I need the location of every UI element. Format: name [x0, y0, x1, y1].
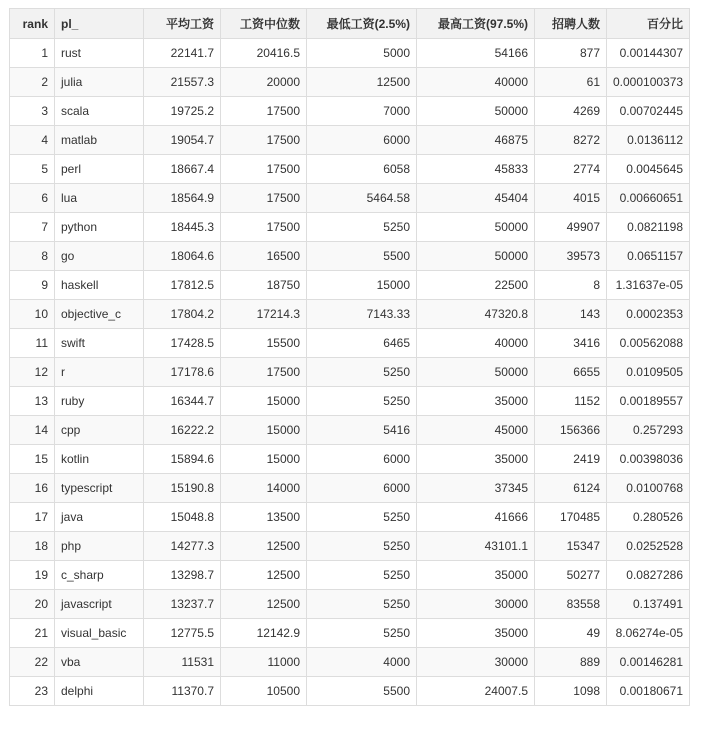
cell-avg-salary: 16344.7 — [144, 387, 221, 416]
cell-percentage: 0.137491 — [607, 590, 690, 619]
header-median-salary[interactable]: 工资中位数 — [221, 9, 307, 39]
cell-median-salary: 14000 — [221, 474, 307, 503]
cell-job-count: 8272 — [535, 126, 607, 155]
table-row — [10, 39, 690, 68]
cell-max-salary: 50000 — [417, 97, 535, 126]
cell-avg-salary: 11370.7 — [144, 677, 221, 706]
cell-avg-salary: 15894.6 — [144, 445, 221, 474]
cell-min-salary: 12500 — [307, 68, 417, 97]
cell-min-salary: 4000 — [307, 648, 417, 677]
table-row — [10, 155, 690, 184]
table-row — [10, 677, 690, 706]
cell-percentage: 0.0109505 — [607, 358, 690, 387]
cell-rank: 15 — [10, 445, 55, 474]
cell-min-salary: 6465 — [307, 329, 417, 358]
cell-rank: 19 — [10, 561, 55, 590]
cell-max-salary: 43101.1 — [417, 532, 535, 561]
cell-min-salary: 5250 — [307, 619, 417, 648]
cell-rank: 10 — [10, 300, 55, 329]
cell-percentage: 0.257293 — [607, 416, 690, 445]
header-pl[interactable]: pl_ — [55, 9, 144, 39]
cell-rank: 13 — [10, 387, 55, 416]
cell-percentage: 0.280526 — [607, 503, 690, 532]
cell-job-count: 61 — [535, 68, 607, 97]
table-row — [10, 126, 690, 155]
cell-percentage: 0.0002353 — [607, 300, 690, 329]
cell-percentage: 0.0045645 — [607, 155, 690, 184]
cell-min-salary: 5464.58 — [307, 184, 417, 213]
cell-avg-salary: 15048.8 — [144, 503, 221, 532]
table-row — [10, 329, 690, 358]
cell-avg-salary: 19725.2 — [144, 97, 221, 126]
cell-percentage: 1.31637e-05 — [607, 271, 690, 300]
table-row — [10, 271, 690, 300]
cell-median-salary: 10500 — [221, 677, 307, 706]
table-row — [10, 300, 690, 329]
cell-median-salary: 11000 — [221, 648, 307, 677]
cell-rank: 5 — [10, 155, 55, 184]
cell-median-salary: 12500 — [221, 590, 307, 619]
cell-percentage: 8.06274e-05 — [607, 619, 690, 648]
cell-median-salary: 12500 — [221, 561, 307, 590]
cell-median-salary: 15000 — [221, 445, 307, 474]
salary-table — [9, 8, 690, 706]
cell-pl: lua — [55, 184, 144, 213]
cell-pl: javascript — [55, 590, 144, 619]
cell-median-salary: 17500 — [221, 184, 307, 213]
cell-min-salary: 5250 — [307, 561, 417, 590]
table-row — [10, 242, 690, 271]
cell-rank: 12 — [10, 358, 55, 387]
cell-median-salary: 12500 — [221, 532, 307, 561]
cell-job-count: 6124 — [535, 474, 607, 503]
cell-median-salary: 16500 — [221, 242, 307, 271]
cell-min-salary: 5000 — [307, 39, 417, 68]
cell-median-salary: 17500 — [221, 126, 307, 155]
cell-rank: 9 — [10, 271, 55, 300]
cell-pl: java — [55, 503, 144, 532]
cell-job-count: 6655 — [535, 358, 607, 387]
cell-min-salary: 6058 — [307, 155, 417, 184]
cell-max-salary: 30000 — [417, 590, 535, 619]
cell-pl: cpp — [55, 416, 144, 445]
cell-percentage: 0.00398036 — [607, 445, 690, 474]
cell-min-salary: 5500 — [307, 242, 417, 271]
cell-median-salary: 13500 — [221, 503, 307, 532]
cell-pl: php — [55, 532, 144, 561]
cell-min-salary: 7000 — [307, 97, 417, 126]
cell-max-salary: 22500 — [417, 271, 535, 300]
cell-rank: 4 — [10, 126, 55, 155]
cell-min-salary: 5416 — [307, 416, 417, 445]
cell-pl: kotlin — [55, 445, 144, 474]
table-row — [10, 561, 690, 590]
cell-pl: julia — [55, 68, 144, 97]
cell-percentage: 0.0827286 — [607, 561, 690, 590]
cell-rank: 2 — [10, 68, 55, 97]
cell-min-salary: 6000 — [307, 474, 417, 503]
cell-median-salary: 18750 — [221, 271, 307, 300]
cell-max-salary: 45833 — [417, 155, 535, 184]
cell-percentage: 0.0100768 — [607, 474, 690, 503]
cell-rank: 3 — [10, 97, 55, 126]
cell-avg-salary: 13298.7 — [144, 561, 221, 590]
cell-rank: 11 — [10, 329, 55, 358]
cell-avg-salary: 16222.2 — [144, 416, 221, 445]
table-row — [10, 68, 690, 97]
cell-avg-salary: 19054.7 — [144, 126, 221, 155]
cell-min-salary: 5250 — [307, 387, 417, 416]
header-min-salary[interactable]: 最低工资(2.5%) — [307, 9, 417, 39]
cell-min-salary: 5250 — [307, 503, 417, 532]
cell-min-salary: 5250 — [307, 358, 417, 387]
cell-job-count: 143 — [535, 300, 607, 329]
cell-job-count: 2419 — [535, 445, 607, 474]
cell-min-salary: 5250 — [307, 532, 417, 561]
cell-min-salary: 6000 — [307, 445, 417, 474]
cell-max-salary: 24007.5 — [417, 677, 535, 706]
cell-job-count: 2774 — [535, 155, 607, 184]
cell-job-count: 49 — [535, 619, 607, 648]
table-row — [10, 358, 690, 387]
table-row — [10, 474, 690, 503]
table-row — [10, 503, 690, 532]
cell-max-salary: 50000 — [417, 242, 535, 271]
cell-rank: 21 — [10, 619, 55, 648]
cell-percentage: 0.00146281 — [607, 648, 690, 677]
cell-max-salary: 35000 — [417, 445, 535, 474]
cell-avg-salary: 15190.8 — [144, 474, 221, 503]
cell-rank: 6 — [10, 184, 55, 213]
cell-job-count: 50277 — [535, 561, 607, 590]
cell-pl: rust — [55, 39, 144, 68]
cell-avg-salary: 11531 — [144, 648, 221, 677]
cell-job-count: 49907 — [535, 213, 607, 242]
header-percentage[interactable]: 百分比 — [607, 9, 690, 39]
cell-percentage: 0.0252528 — [607, 532, 690, 561]
table-row — [10, 184, 690, 213]
cell-max-salary: 40000 — [417, 68, 535, 97]
header-avg-salary[interactable]: 平均工资 — [144, 9, 221, 39]
cell-percentage: 0.00144307 — [607, 39, 690, 68]
cell-pl: objective_c — [55, 300, 144, 329]
cell-avg-salary: 17428.5 — [144, 329, 221, 358]
cell-pl: matlab — [55, 126, 144, 155]
cell-job-count: 15347 — [535, 532, 607, 561]
cell-avg-salary: 14277.3 — [144, 532, 221, 561]
cell-pl: visual_basic — [55, 619, 144, 648]
cell-min-salary: 5250 — [307, 213, 417, 242]
cell-pl: python — [55, 213, 144, 242]
cell-min-salary: 7143.33 — [307, 300, 417, 329]
cell-median-salary: 15000 — [221, 387, 307, 416]
cell-median-salary: 17500 — [221, 155, 307, 184]
cell-max-salary: 47320.8 — [417, 300, 535, 329]
table-row — [10, 213, 690, 242]
cell-job-count: 877 — [535, 39, 607, 68]
cell-avg-salary: 17812.5 — [144, 271, 221, 300]
cell-pl: scala — [55, 97, 144, 126]
cell-pl: c_sharp — [55, 561, 144, 590]
cell-rank: 1 — [10, 39, 55, 68]
cell-avg-salary: 17804.2 — [144, 300, 221, 329]
cell-median-salary: 20416.5 — [221, 39, 307, 68]
cell-pl: vba — [55, 648, 144, 677]
cell-median-salary: 12142.9 — [221, 619, 307, 648]
cell-percentage: 0.00180671 — [607, 677, 690, 706]
cell-percentage: 0.0651157 — [607, 242, 690, 271]
cell-job-count: 39573 — [535, 242, 607, 271]
cell-max-salary: 50000 — [417, 213, 535, 242]
table-row — [10, 445, 690, 474]
cell-job-count: 1098 — [535, 677, 607, 706]
cell-percentage: 0.00562088 — [607, 329, 690, 358]
cell-rank: 8 — [10, 242, 55, 271]
cell-avg-salary: 18064.6 — [144, 242, 221, 271]
cell-job-count: 4015 — [535, 184, 607, 213]
table-row — [10, 416, 690, 445]
cell-max-salary: 40000 — [417, 329, 535, 358]
cell-rank: 18 — [10, 532, 55, 561]
table-row — [10, 590, 690, 619]
cell-job-count: 170485 — [535, 503, 607, 532]
cell-percentage: 0.0821198 — [607, 213, 690, 242]
cell-job-count: 4269 — [535, 97, 607, 126]
cell-percentage: 0.00660651 — [607, 184, 690, 213]
table-header-row — [10, 9, 690, 39]
table-row — [10, 97, 690, 126]
cell-median-salary: 15000 — [221, 416, 307, 445]
cell-rank: 22 — [10, 648, 55, 677]
cell-min-salary: 5250 — [307, 590, 417, 619]
cell-pl: typescript — [55, 474, 144, 503]
cell-avg-salary: 13237.7 — [144, 590, 221, 619]
header-max-salary[interactable]: 最高工资(97.5%) — [417, 9, 535, 39]
table-row — [10, 387, 690, 416]
cell-avg-salary: 18564.9 — [144, 184, 221, 213]
cell-median-salary: 20000 — [221, 68, 307, 97]
header-job-count[interactable]: 招聘人数 — [535, 9, 607, 39]
cell-min-salary: 15000 — [307, 271, 417, 300]
cell-job-count: 3416 — [535, 329, 607, 358]
cell-rank: 20 — [10, 590, 55, 619]
cell-median-salary: 15500 — [221, 329, 307, 358]
cell-avg-salary: 18667.4 — [144, 155, 221, 184]
table-row — [10, 648, 690, 677]
cell-job-count: 8 — [535, 271, 607, 300]
cell-min-salary: 6000 — [307, 126, 417, 155]
cell-median-salary: 17500 — [221, 358, 307, 387]
cell-max-salary: 46875 — [417, 126, 535, 155]
cell-max-salary: 54166 — [417, 39, 535, 68]
cell-median-salary: 17214.3 — [221, 300, 307, 329]
salary-table-container — [9, 8, 689, 706]
cell-avg-salary: 17178.6 — [144, 358, 221, 387]
cell-avg-salary: 22141.7 — [144, 39, 221, 68]
cell-median-salary: 17500 — [221, 213, 307, 242]
cell-rank: 16 — [10, 474, 55, 503]
cell-max-salary: 37345 — [417, 474, 535, 503]
cell-avg-salary: 21557.3 — [144, 68, 221, 97]
cell-rank: 7 — [10, 213, 55, 242]
cell-max-salary: 41666 — [417, 503, 535, 532]
cell-job-count: 1152 — [535, 387, 607, 416]
table-row — [10, 619, 690, 648]
cell-pl: ruby — [55, 387, 144, 416]
cell-max-salary: 45404 — [417, 184, 535, 213]
cell-pl: delphi — [55, 677, 144, 706]
cell-max-salary: 35000 — [417, 619, 535, 648]
cell-pl: r — [55, 358, 144, 387]
cell-avg-salary: 12775.5 — [144, 619, 221, 648]
cell-percentage: 0.00702445 — [607, 97, 690, 126]
cell-max-salary: 35000 — [417, 561, 535, 590]
cell-percentage: 0.00189557 — [607, 387, 690, 416]
table-row — [10, 532, 690, 561]
cell-min-salary: 5500 — [307, 677, 417, 706]
cell-max-salary: 30000 — [417, 648, 535, 677]
cell-avg-salary: 18445.3 — [144, 213, 221, 242]
cell-pl: haskell — [55, 271, 144, 300]
table-body — [10, 39, 690, 706]
cell-pl: go — [55, 242, 144, 271]
cell-max-salary: 50000 — [417, 358, 535, 387]
cell-max-salary: 35000 — [417, 387, 535, 416]
cell-median-salary: 17500 — [221, 97, 307, 126]
cell-percentage: 0.000100373 — [607, 68, 690, 97]
cell-percentage: 0.0136112 — [607, 126, 690, 155]
cell-rank: 14 — [10, 416, 55, 445]
cell-job-count: 83558 — [535, 590, 607, 619]
header-rank[interactable]: rank — [10, 9, 55, 39]
cell-rank: 17 — [10, 503, 55, 532]
cell-max-salary: 45000 — [417, 416, 535, 445]
cell-job-count: 156366 — [535, 416, 607, 445]
cell-pl: swift — [55, 329, 144, 358]
cell-job-count: 889 — [535, 648, 607, 677]
cell-rank: 23 — [10, 677, 55, 706]
cell-pl: perl — [55, 155, 144, 184]
